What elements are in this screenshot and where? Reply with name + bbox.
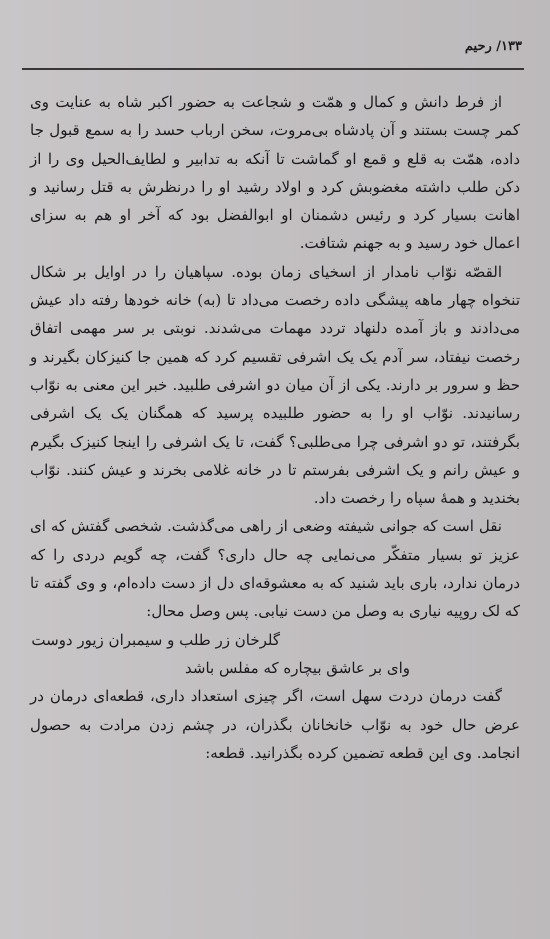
paragraph: گفت درمان دردت سهل است، اگر چیزی استعداد داری، قطعه‌ای درمان در عرض حال خود به نوّاب خانخانان بگذران، در چشم زدن مرادت به حصول انجامد. وی این قطعه تضمین کرده بگذرانید. قطعه: xyxy=(30,687,520,762)
paragraph: از فرط دانش و کمال و همّت و شجاعت به حضور اکبر شاه به عنایت وی کمر چست بستند و آن پادشاه بی‌مروت، سخن ارباب حسد را به سمع قبول جا داده، همّت به قلع و قمع او گماشت تا آنکه به تدابیر و لطایف‌الحیل وی را از دکن طلب داشته مغضوبش کرد و اولاد رشید او را درنظرش به قتل رسانید و اهانت بسیار کرد و رئیس دشمنان او ابوالفضل بود که آخر او هم به سزای اعمال خود رسید و به جهنم شتافت. xyxy=(30,93,520,253)
page-body xyxy=(30,88,520,767)
verse-line: گلرخان زر طلب و سیمبران زیور دوست xyxy=(31,630,280,649)
running-head: ۱۳۳/ رحیم xyxy=(464,39,522,54)
verse-line: وای بر عاشق بیچاره که مفلس باشد xyxy=(185,658,410,677)
paragraph: القصّه نوّاب نامدار از اسخیای زمان بوده. سپاهیان را در اوایل بر شکال تنخواه چهار ماهه پیشگی داده رخصت می‌داد تا (به) خانه خودها رفته داد عیش می‌دادند و باز آمده دلنهاد تردد مهمات می‌شدند. نوبتی بر سر مهمی اتفاق رخصت نیفتاد، سر آدم یک یک اشرفی تقسیم کرد که همین جا کنیزکان بگیرند و حظ و سرور بر دارند. یکی از آن میان دو اشرفی طلبید. خبر این معنی به نوّاب رسانیدند. نوّاب او را به حضور طلبیده پرسید که همگنان یک یک اشرفی بگرفتند، تو دو اشرفی چرا می‌طلبی؟ گفت، تا یک اشرفی را اینجا کنیزک بگیرم و عیش رانم و یک اشرفی بفرستم تا در خانه غلامی بخرند و عیش کنند. نوّاب بخندید و همهٔ سپاه را رخصت داد. xyxy=(30,262,520,508)
header-rule xyxy=(22,68,524,70)
paragraph: نقل است که جوانی شیفته وضعی از راهی می‌گذشت. شخصی گفتش که ای عزیز تو بسیار متفکّر می‌نمایی چه حال داری؟ گفت، چه گویم دردی را که درمان ندارد، باری باید شنید که به معشوقه‌ای دل از دست داده‌ام، و وی گفته تا که لک روپیه نیاری به وصل من دست نیابی. پس وصل محال: xyxy=(30,517,520,621)
